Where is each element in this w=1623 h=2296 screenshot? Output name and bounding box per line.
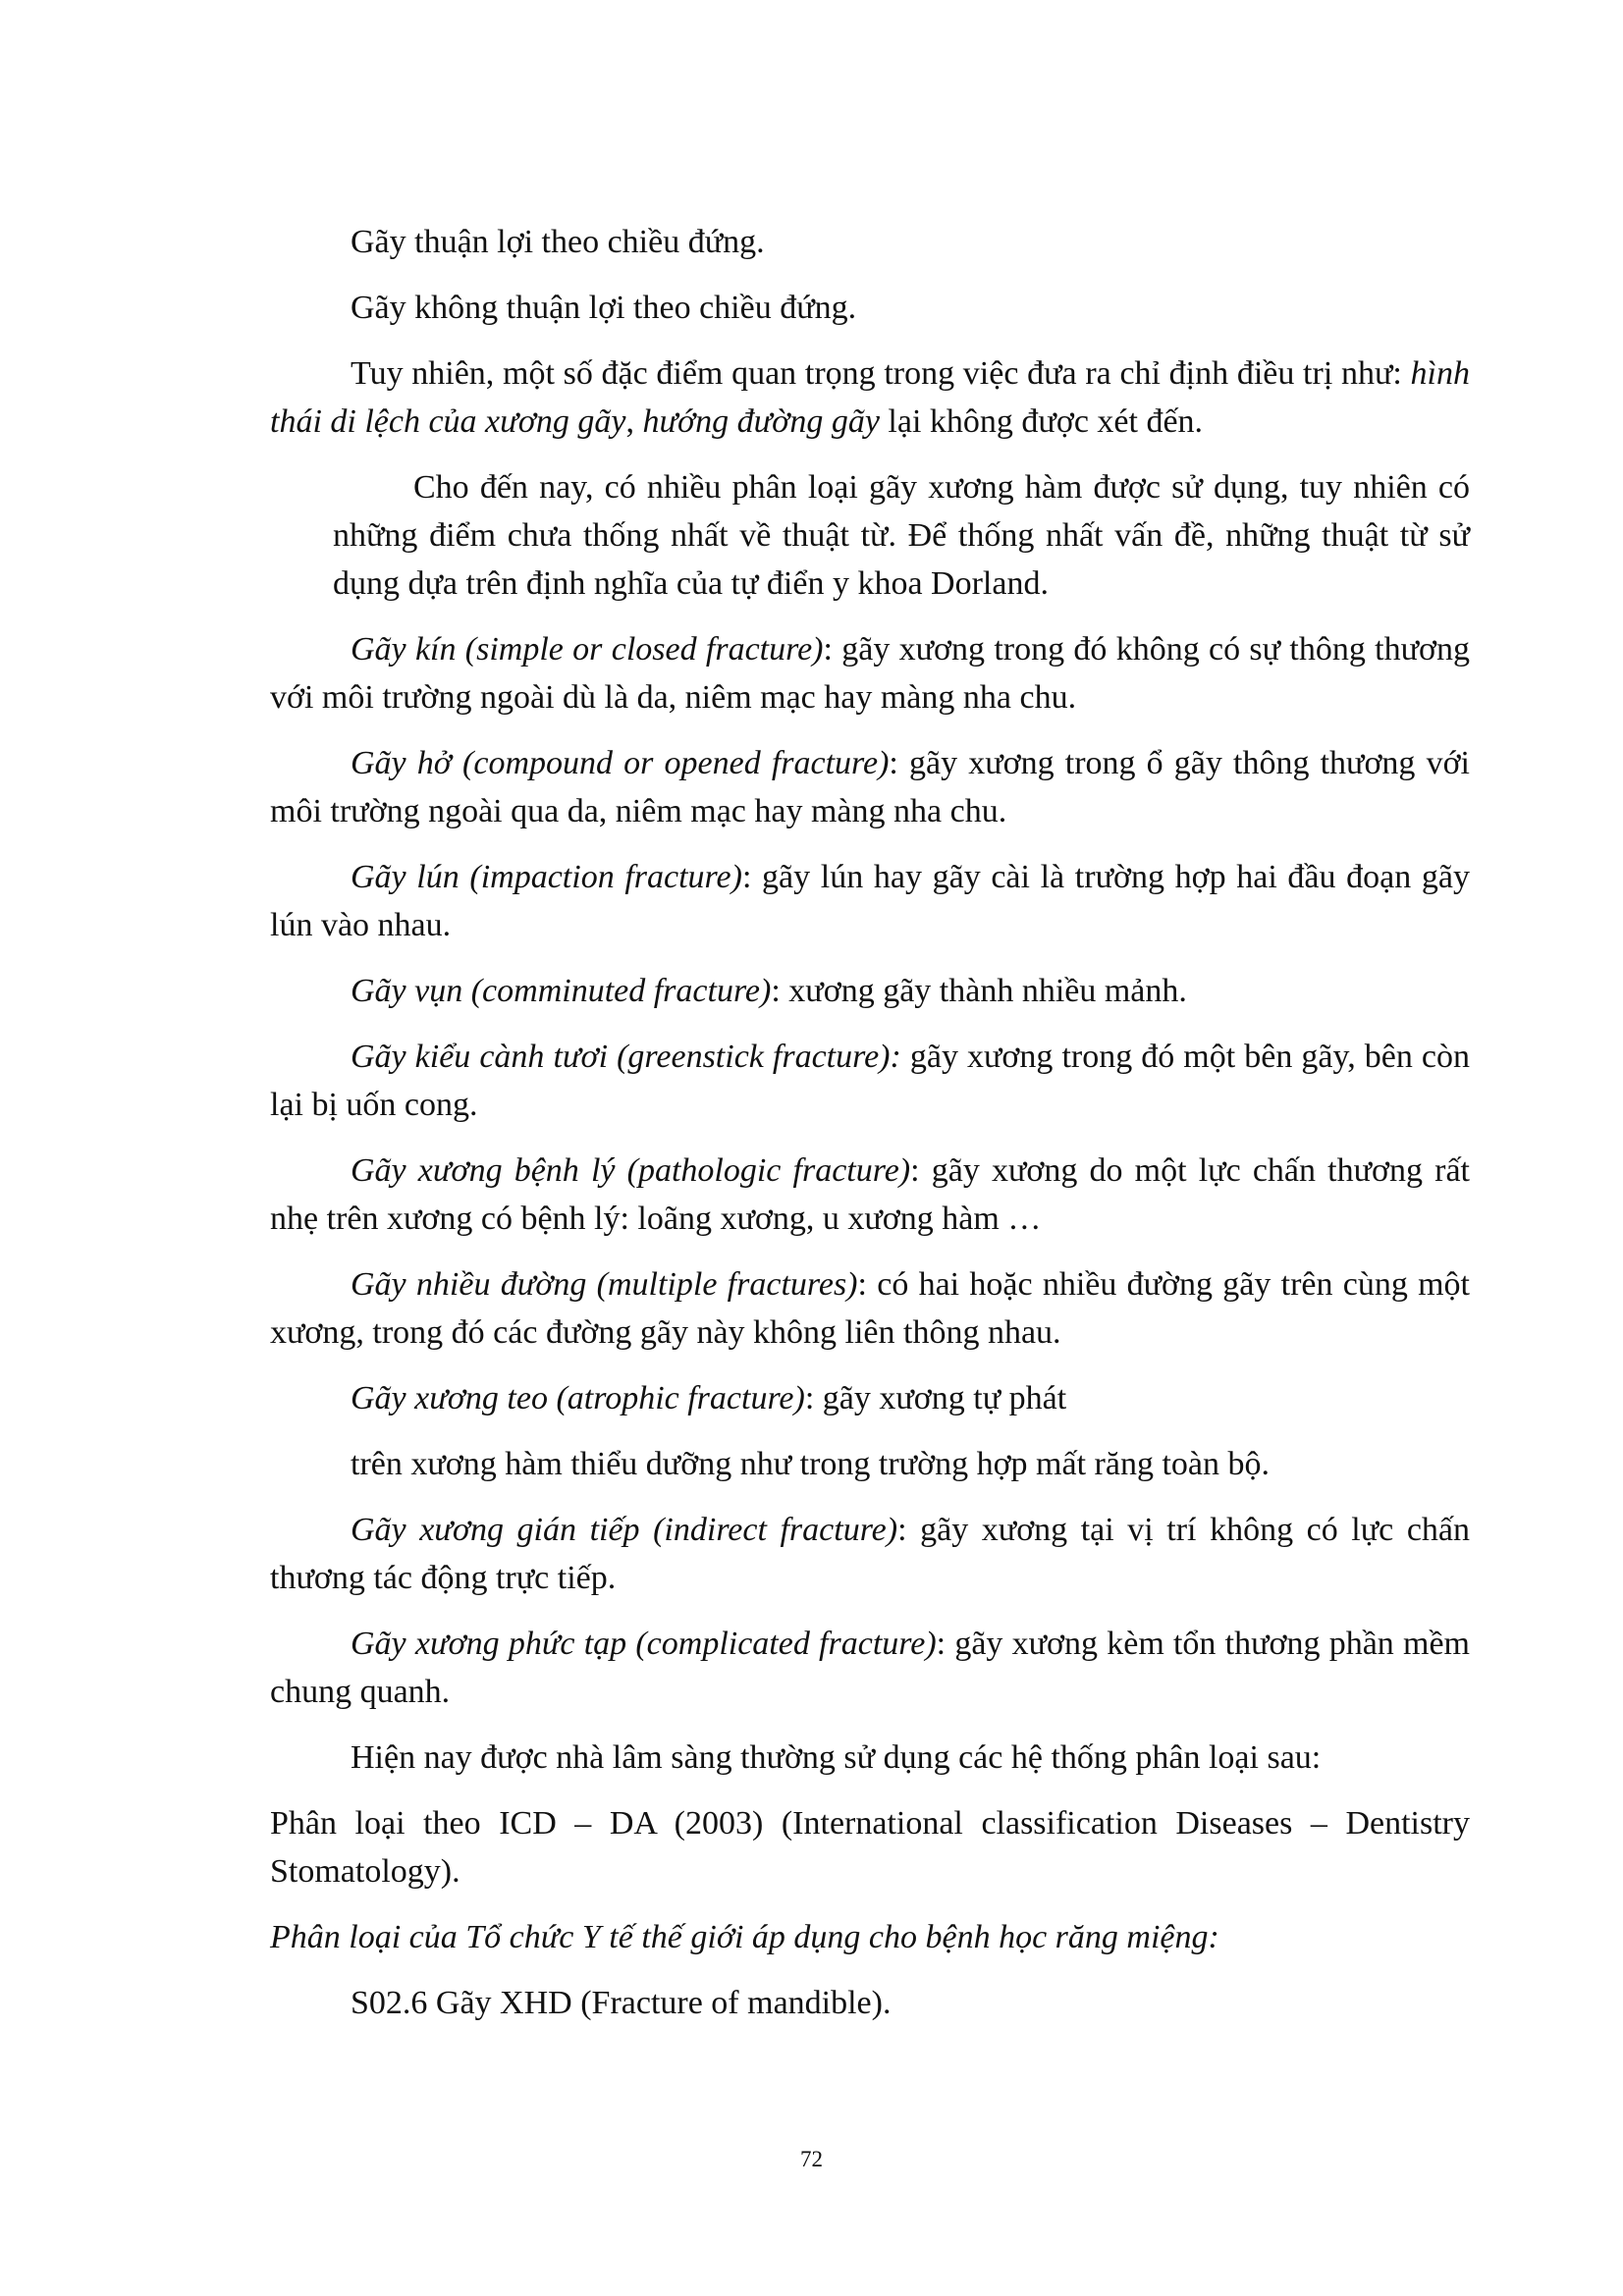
- page-body: [270, 218, 1470, 2045]
- italic-fracture-line: hướng đường gãy: [642, 403, 880, 440]
- definition-desc: : gãy xương trong ổ gãy thông thương với môi trường ngoài qua da, niêm mạc hay màng nha chu.: [270, 745, 1470, 829]
- definition-multiple-fractures: [270, 1260, 1470, 1357]
- text-segment: lại không được xét đến.: [879, 403, 1204, 440]
- paragraph-who: Phân loại của Tổ chức Y tế thế giới áp dụng cho bệnh học răng miệng:: [270, 1919, 1219, 1955]
- definition-indirect-fracture: [270, 1506, 1470, 1602]
- definition-term: Gãy xương teo (atrophic fracture): [351, 1380, 805, 1416]
- definition-desc: : gãy xương do một lực chấn thương rất nhẹ trên xương có bệnh lý: loãng xương, u xương hàm …: [270, 1152, 1471, 1237]
- text-segment: ,: [625, 403, 643, 440]
- definition-atrophic-fracture: [270, 1374, 1470, 1422]
- definition-desc: : xương gãy thành nhiều mảnh.: [771, 973, 1187, 1009]
- definition-term: Gãy xương bệnh lý (pathologic fracture): [351, 1152, 911, 1189]
- definition-term: Gãy xương phức tạp (complicated fracture): [351, 1626, 937, 1662]
- definition-closed-fracture: [270, 625, 1470, 721]
- paragraph-however: [270, 349, 1470, 446]
- definition-term: Gãy hở (compound or opened fracture): [351, 745, 890, 781]
- definition-desc: : gãy xương trong đó không có sự thông thương với môi trường ngoài dù là da, niêm mạc hay màng nha chu.: [270, 631, 1470, 716]
- definition-open-fracture: [270, 739, 1470, 835]
- definition-term: Gãy nhiều đường (multiple fractures): [351, 1266, 858, 1303]
- definition-desc: : có hai hoặc nhiều đường gãy trên cùng một xương, trong đó các đường gãy này không liên thông nhau.: [270, 1266, 1471, 1351]
- definition-term: Gãy vụn (comminuted fracture): [351, 973, 772, 1009]
- paragraph-vertical-favorable: Gãy thuận lợi theo chiều đứng.: [351, 224, 765, 260]
- text-segment: Tuy nhiên, một số đặc điểm quan trọng trong việc đưa ra chỉ định điều trị như:: [351, 355, 1411, 392]
- definition-pathologic-fracture: [270, 1147, 1470, 1243]
- definition-impaction-fracture: [270, 853, 1470, 949]
- paragraph-current-systems: Hiện nay được nhà lâm sàng thường sử dụng các hệ thống phân loại sau:: [351, 1739, 1322, 1776]
- definition-desc: gãy xương trong đó một bên gãy, bên còn lại bị uốn cong.: [270, 1039, 1470, 1123]
- definition-complicated-fracture: [270, 1620, 1470, 1716]
- definition-desc: : gãy lún hay gãy cài là trường hợp hai đầu đoạn gãy lún vào nhau.: [270, 859, 1470, 943]
- definition-term: Gãy kín (simple or closed fracture): [351, 631, 824, 667]
- paragraph-atrophic-continued: trên xương hàm thiểu dưỡng như trong trường hợp mất răng toàn bộ.: [351, 1446, 1270, 1482]
- definition-term: Gãy xương gián tiếp (indirect fracture): [351, 1512, 898, 1548]
- definition-desc: : gãy xương tự phát: [804, 1380, 1067, 1416]
- page-number: 72: [800, 2147, 823, 2171]
- paragraph-s02: S02.6 Gãy XHD (Fracture of mandible).: [351, 1985, 892, 2021]
- definition-comminuted-fracture: [270, 967, 1470, 1015]
- definition-desc: : gãy xương tại vị trí không có lực chấn thương tác động trực tiếp.: [270, 1512, 1471, 1596]
- definition-desc: : gãy xương kèm tổn thương phần mềm chung quanh.: [270, 1626, 1470, 1710]
- italic-displacement: hình thái di lệch của xương gãy: [270, 355, 1470, 440]
- definition-term: Gãy kiểu cành tươi (greenstick fracture):: [351, 1039, 901, 1075]
- paragraph-terminology: Cho đến nay, có nhiều phân loại gãy xương hàm được sử dụng, tuy nhiên có những điểm chưa thống nhất về thuật từ. Để thống nhất vấn đề, những thuật từ sử dụng dựa trên định nghĩa của tự điển y khoa Dorland.: [333, 469, 1470, 602]
- paragraph-vertical-unfavorable: Gãy không thuận lợi theo chiều đứng.: [351, 290, 857, 326]
- definition-term: Gãy lún (impaction fracture): [351, 859, 742, 895]
- definition-greenstick-fracture: [270, 1033, 1470, 1129]
- paragraph-icd: Phân loại theo ICD – DA (2003) (International classification Diseases – Dentistry Stomatology).: [270, 1805, 1470, 1890]
